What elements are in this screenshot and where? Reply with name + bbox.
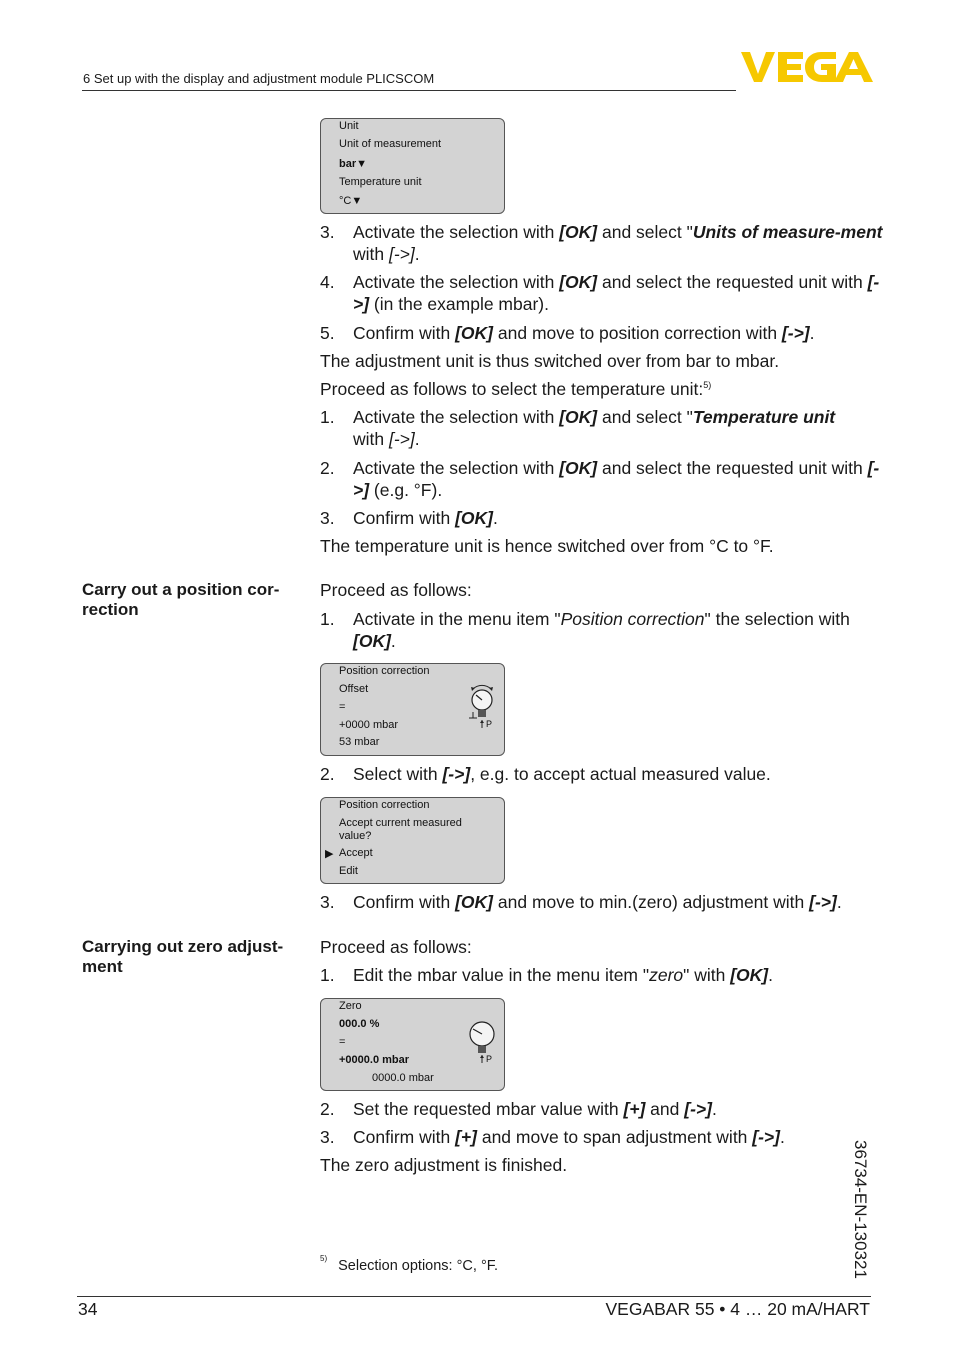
lcd-option-accept: Accept xyxy=(339,847,373,859)
list-item: 1. Activate the selection with [OK] and select "Temperature unit with [->]. xyxy=(320,407,836,449)
paragraph: The adjustment unit is thus switched over from bar to mbar. xyxy=(320,351,780,371)
footer-rule xyxy=(77,1296,871,1297)
page-number: 34 xyxy=(78,1299,98,1319)
paragraph: The temperature unit is hence switched over from °C to °F. xyxy=(320,536,774,556)
lcd-zero-display xyxy=(320,998,505,1091)
footnote: $^{5)}$ Selection options: °C, °F. xyxy=(320,1254,499,1274)
list-item: 2. Select with [->], e.g. to accept actual measured value. xyxy=(320,764,771,784)
lcd-line: Unit of measurement xyxy=(339,138,442,150)
list-item: 3. Confirm with [OK] and move to min.(zero) adjustment with [->]. xyxy=(320,892,842,912)
lcd-line: Temperature unit xyxy=(339,176,422,188)
list-item: 3. Activate the selection with [OK] and select "Units of measure-ment with [->]. xyxy=(320,222,883,264)
vega-logo xyxy=(741,50,873,84)
list-item: 2. Activate the selection with [OK] and select the requested unit with [->] (e.g. °F). xyxy=(320,458,880,500)
side-heading: Carrying out zero adjust-ment xyxy=(82,937,284,976)
lcd-value: 000.0 % xyxy=(339,1018,380,1030)
lcd-line: = xyxy=(339,701,346,713)
lcd-title: Position correction xyxy=(339,799,430,811)
paragraph: Proceed as follows to select the temperature unit:$^{5)}$ xyxy=(320,379,712,399)
list-item: 3. Confirm with [OK]. xyxy=(320,508,498,528)
pressure-gauge-icon xyxy=(465,1017,499,1065)
running-header: 6 Set up with the display and adjustment module PLICSCOM xyxy=(83,71,435,86)
lcd-value: +0000.0 mbar xyxy=(339,1054,410,1066)
document-code: 36734-EN-130321 xyxy=(851,1140,870,1279)
lcd-value: +0000 mbar xyxy=(339,719,399,731)
lcd-p-label: P xyxy=(486,1054,493,1064)
side-heading: Carry out a position cor-rection xyxy=(82,580,280,619)
list-item: 1. Edit the mbar value in the menu item "zero" with [OK]. xyxy=(320,965,773,985)
lcd-p-label: P xyxy=(486,719,493,729)
cursor-arrow-icon: ▶ xyxy=(325,848,334,860)
lcd-accept-dialog xyxy=(320,797,505,884)
lcd-value: °C▼ xyxy=(339,195,363,207)
lcd-unit-display xyxy=(320,118,505,214)
list-item: 2. Set the requested mbar value with [+] and [->]. xyxy=(320,1099,717,1119)
lcd-option-edit: Edit xyxy=(339,865,358,877)
header-rule xyxy=(82,90,736,91)
list-item: 1. Activate in the menu item "Position correction" the selection with [OK]. xyxy=(320,609,850,651)
lcd-position-correction xyxy=(320,663,505,756)
lcd-title: Zero xyxy=(339,1000,362,1012)
footnote-reference: 5) xyxy=(703,380,712,391)
lcd-line: value? xyxy=(339,830,372,842)
lcd-line: Accept current measured xyxy=(339,817,462,829)
list-item: 3. Confirm with [+] and move to span adjustment with [->]. xyxy=(320,1127,785,1147)
dropdown-triangle-icon: ▼ xyxy=(356,158,368,170)
paragraph: Proceed as follows: xyxy=(320,937,472,957)
lcd-line: = xyxy=(339,1036,346,1048)
dropdown-triangle-icon: ▼ xyxy=(351,195,363,207)
pressure-gauge-icon xyxy=(465,682,499,730)
list-item: 5. Confirm with [OK] and move to position correction with [->]. xyxy=(320,323,815,343)
lcd-line: Offset xyxy=(339,683,369,695)
paragraph: The zero adjustment is finished. xyxy=(320,1155,568,1175)
list-item: 4. Activate the selection with [OK] and select the requested unit with [->] (in the example mbar). xyxy=(320,272,880,314)
lcd-value: bar▼ xyxy=(339,158,368,170)
lcd-title: Position correction xyxy=(339,665,430,677)
lcd-value: 53 mbar xyxy=(339,736,380,748)
lcd-title: Unit xyxy=(339,120,359,132)
product-name: VEGABAR 55 • 4 … 20 mA/HART xyxy=(605,1299,870,1319)
lcd-value: 0000.0 mbar xyxy=(372,1072,434,1084)
paragraph: Proceed as follows: xyxy=(320,580,472,600)
